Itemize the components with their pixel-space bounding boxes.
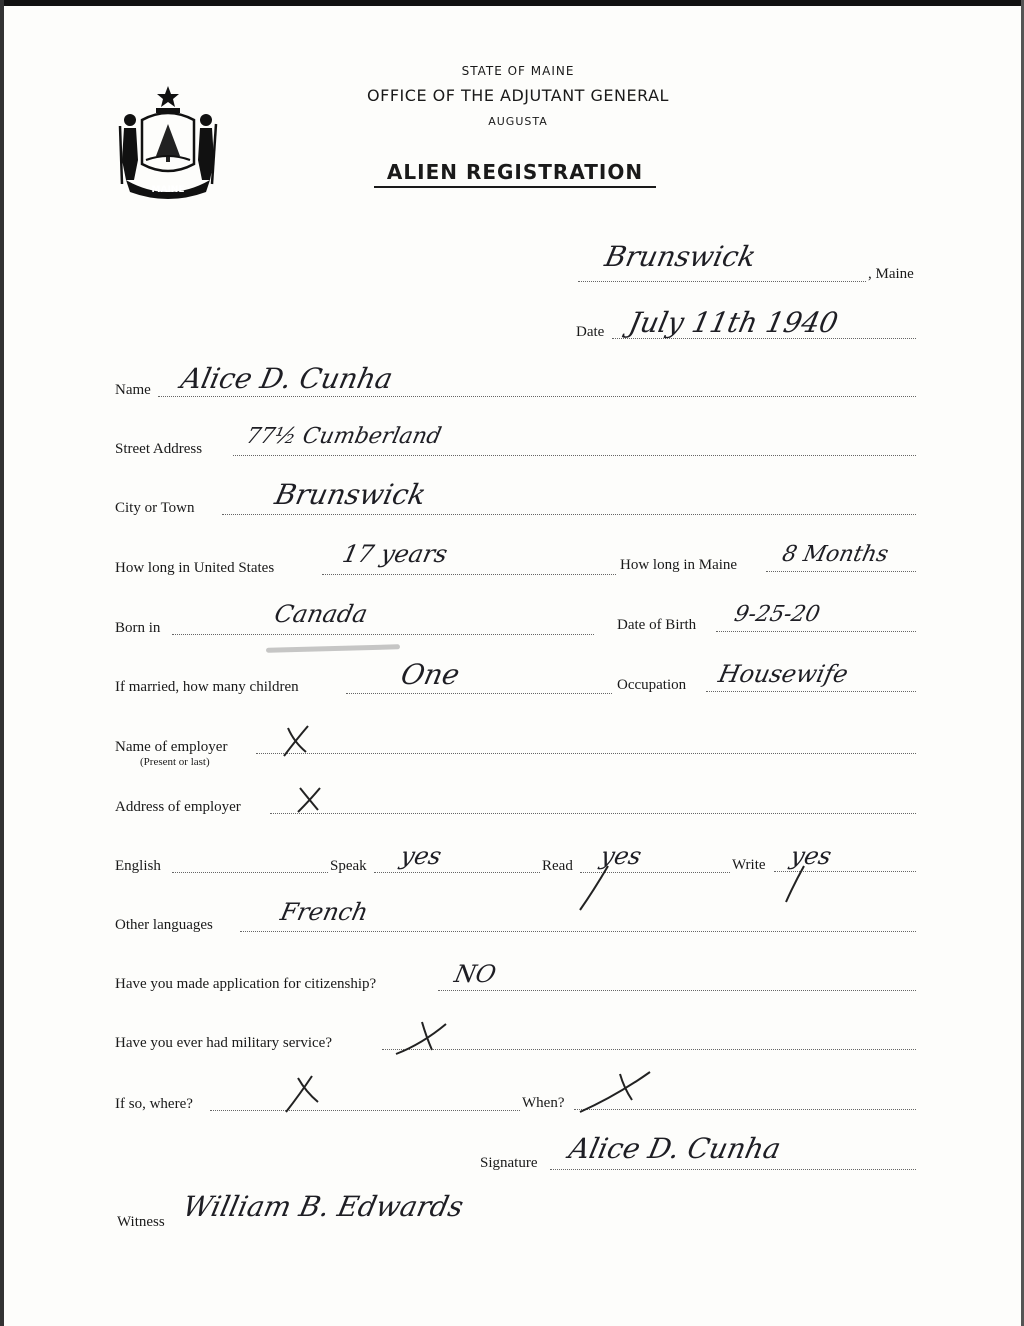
occupation-line [706, 691, 916, 692]
signature-value: Alice D. Cunha [566, 1132, 784, 1165]
header-state: STATE OF MAINE [461, 64, 575, 78]
english-label: English [115, 858, 161, 874]
birthplace-label: Born in [115, 620, 161, 636]
employer-address-line [270, 813, 916, 814]
name-label: Name [115, 382, 151, 398]
scan-border-top [0, 0, 1024, 6]
birthdate-label: Date of Birth [617, 617, 697, 633]
employer-address-label: Address of employer [115, 799, 241, 815]
employer-line [256, 753, 916, 754]
read-stroke-mark [576, 862, 616, 914]
place-suffix: , Maine [868, 266, 914, 282]
us-duration-value: 17 years [340, 540, 450, 568]
read-value: yes [598, 842, 645, 870]
employer-label: Name of employer [115, 739, 228, 755]
name-line [158, 396, 916, 397]
where-x-mark [282, 1072, 332, 1116]
header-city: AUGUSTA [488, 115, 548, 128]
scan-border-left [0, 0, 4, 1326]
when-x-mark [576, 1066, 656, 1116]
maine-duration-line [766, 571, 916, 572]
military-line [382, 1049, 916, 1050]
header-office: OFFICE OF THE ADJUTANT GENERAL [367, 86, 669, 105]
speak-value: yes [398, 842, 445, 870]
where-label: If so, where? [115, 1096, 193, 1112]
military-label: Have you ever had military service? [115, 1035, 332, 1051]
employer-address-x-mark [290, 782, 330, 818]
speak-line [374, 872, 540, 873]
citizenship-label: Have you made application for citizenship? [115, 976, 377, 992]
witness-label: Witness [117, 1214, 165, 1230]
children-value: One [398, 658, 463, 691]
other-languages-line [240, 931, 916, 932]
signature-label: Signature [480, 1155, 538, 1171]
children-line [346, 693, 612, 694]
street-line [233, 455, 916, 456]
birthplace-line [172, 634, 594, 635]
children-label: If married, how many children [115, 679, 299, 695]
other-languages-label: Other languages [115, 917, 213, 933]
birthdate-value: 9-25-20 [732, 602, 823, 627]
us-duration-label: How long in United States [115, 560, 275, 576]
signature-line [550, 1169, 916, 1170]
svg-text:MAINE: MAINE [151, 185, 185, 195]
date-label: Date [576, 324, 605, 340]
where-line [210, 1110, 520, 1111]
date-value: July 11th 1940 [626, 306, 842, 339]
military-x-mark [392, 1016, 452, 1058]
birthdate-line [716, 631, 916, 632]
maine-duration-value: 8 Months [780, 542, 891, 567]
pencil-underline-mark [266, 644, 400, 653]
place-line [578, 281, 866, 282]
street-value: 77½ Cumberland [244, 424, 444, 449]
occupation-label: Occupation [617, 677, 687, 693]
citizenship-value: NO [452, 960, 499, 988]
english-line [172, 872, 328, 873]
occupation-value: Housewife [716, 660, 851, 688]
write-value: yes [788, 842, 835, 870]
citizenship-line [438, 990, 916, 991]
witness-value: William B. Edwards [180, 1190, 467, 1223]
form-title: ALIEN REGISTRATION [386, 160, 644, 184]
place-value: Brunswick [602, 240, 759, 273]
birthplace-value: Canada [272, 600, 371, 628]
write-stroke-mark [780, 862, 810, 906]
employer-sublabel: (Present or last) [140, 756, 210, 768]
when-label: When? [522, 1095, 565, 1111]
write-label: Write [732, 857, 766, 873]
read-label: Read [542, 858, 573, 874]
maine-duration-label: How long in Maine [620, 557, 738, 573]
other-languages-value: French [278, 898, 371, 926]
us-duration-line [322, 574, 616, 575]
speak-label: Speak [330, 858, 367, 874]
name-value: Alice D. Cunha [178, 362, 396, 395]
city-value: Brunswick [272, 478, 429, 511]
city-label: City or Town [115, 500, 195, 516]
employer-x-mark [276, 722, 316, 760]
city-line [222, 514, 916, 515]
title-underline [374, 186, 656, 188]
street-label: Street Address [115, 441, 203, 457]
